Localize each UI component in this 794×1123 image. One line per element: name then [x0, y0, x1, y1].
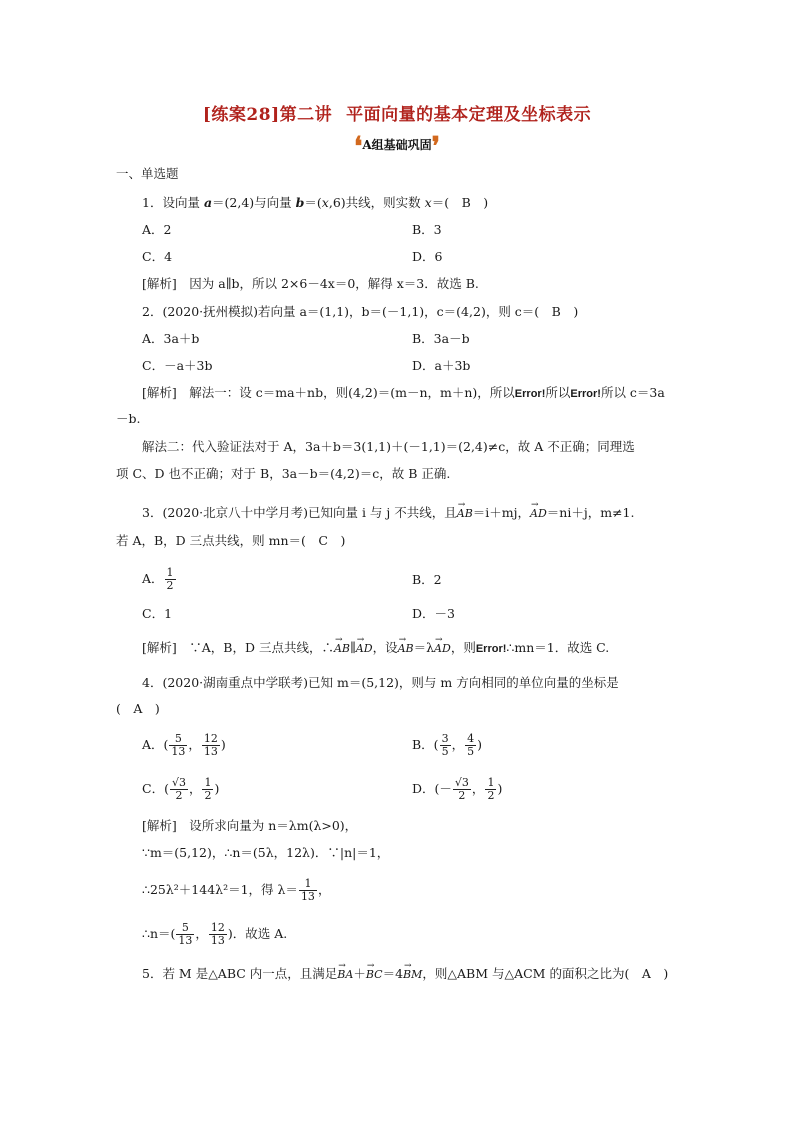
question-4-option-c: C．( $\frac{√3}{2}$ ， $\frac{1}{2}$ )	[142, 776, 220, 802]
title-lesson-number: [练案28]第二讲	[202, 105, 333, 125]
question-2-stem: 2．(2020·抚州模拟)若向量 a＝(1,1)，b＝(－1,1)，c＝(4,2)，则 c＝( B )	[142, 304, 579, 319]
question-1-option-c: C．4	[142, 249, 173, 264]
section-banner	[0, 132, 794, 162]
question-4-analysis-line2: ∵m＝(5,12)，∴n＝(5λ，12λ)．∵|n|＝1，	[142, 845, 390, 860]
title-topic: 平面向量的基本定理及坐标表示	[346, 105, 592, 125]
question-1-option-d: D．6	[412, 249, 443, 264]
question-3-option-d: D．－3	[412, 606, 455, 621]
question-2-method2-line2: 项 C、D 也不正确；对于 B，3a－b＝(4,2)＝c，故 B 正确.	[116, 466, 451, 481]
question-4-option-a: A．( $\frac{5}{13}$ ， $\frac{12}{13}$ )	[142, 732, 226, 758]
question-3-analysis: [解析] ∵A，B，D 三点共线，∴→ AB∥→ AD，设→ AB＝λ→ AD，则Error!∴mn＝1．故选 C.	[142, 640, 609, 657]
question-3-option-a: A． $\frac{1}{2}$	[142, 566, 174, 592]
question-4-option-b: B．( $\frac{3}{5}$ ， $\frac{4}{5}$ )	[412, 732, 482, 758]
question-4-analysis-line4: ∴n＝( $\frac{5}{13}$ ， $\frac{12}{13}$ )．故选 A.	[142, 921, 288, 947]
question-5-stem: 5．若 M 是△ABC 内一点，且满足→ BA＋→ BC＝4→ BM，则△ABM 与△ACM 的面积之比为( A )	[142, 966, 668, 983]
question-3-stem-line2: 若 A，B，D 三点共线，则 mn＝( C )	[116, 533, 346, 548]
page-title	[0, 100, 794, 125]
question-2-option-b: B．3a－b	[412, 331, 470, 346]
question-3-stem-line1: 3．(2020·北京八十中学月考)已知向量 i 与 j 不共线，且→ AB＝i＋mj，→ AD＝ni＋j，m≠1.	[142, 505, 634, 522]
section-heading: 一、单选题	[116, 166, 179, 181]
question-2-method2-line1: 解法二：代入验证法对于 A，3a＋b＝3(1,1)＋(－1,1)＝(2,4)≠c，故 A 不正确；同理选	[142, 439, 635, 454]
question-4-analysis-line3: ∴25λ²＋144λ²＝1，得 λ＝ $\frac{1}{13}$ ，	[142, 877, 331, 903]
question-1-option-a: A．2	[142, 222, 172, 237]
question-2-option-d: D．a＋3b	[412, 358, 471, 373]
question-3-option-b: B．2	[412, 572, 442, 587]
question-2-analysis-cont: －b.	[116, 411, 141, 426]
open-quote-icon: ❛	[353, 132, 363, 162]
question-2-analysis: [解析] 解法一：设 c＝ma＋nb，则(4,2)＝(m－n，m＋n)，所以Error!所以Error!所以 c＝3a	[142, 385, 665, 400]
question-1-option-b: B．3	[412, 222, 442, 237]
question-4-stem-line1: 4．(2020·湖南重点中学联考)已知 m＝(5,12)，则与 m 方向相同的单位向量的坐标是	[142, 675, 619, 690]
question-4-analysis-line1: [解析] 设所求向量为 n＝λm(λ>0)，	[142, 818, 358, 833]
question-4-option-d: D．(－ $\frac{√3}{2}$ ， $\frac{1}{2}$ )	[412, 776, 503, 802]
question-1-analysis: [解析] 因为 a∥b，所以 2×6－4x＝0，解得 x＝3．故选 B.	[142, 276, 479, 291]
question-1-stem: 1．设向量 a＝(2,4)与向量 b＝(x,6)共线，则实数 x＝( B )	[142, 195, 489, 210]
question-4-stem-line2: ( A )	[116, 701, 160, 716]
close-quote-icon: ❜	[431, 132, 441, 162]
question-2-option-a: A．3a＋b	[142, 331, 200, 346]
question-3-option-c: C．1	[142, 606, 173, 621]
question-2-option-c: C．－a＋3b	[142, 358, 213, 373]
banner-label: A组基础巩固	[362, 138, 432, 152]
